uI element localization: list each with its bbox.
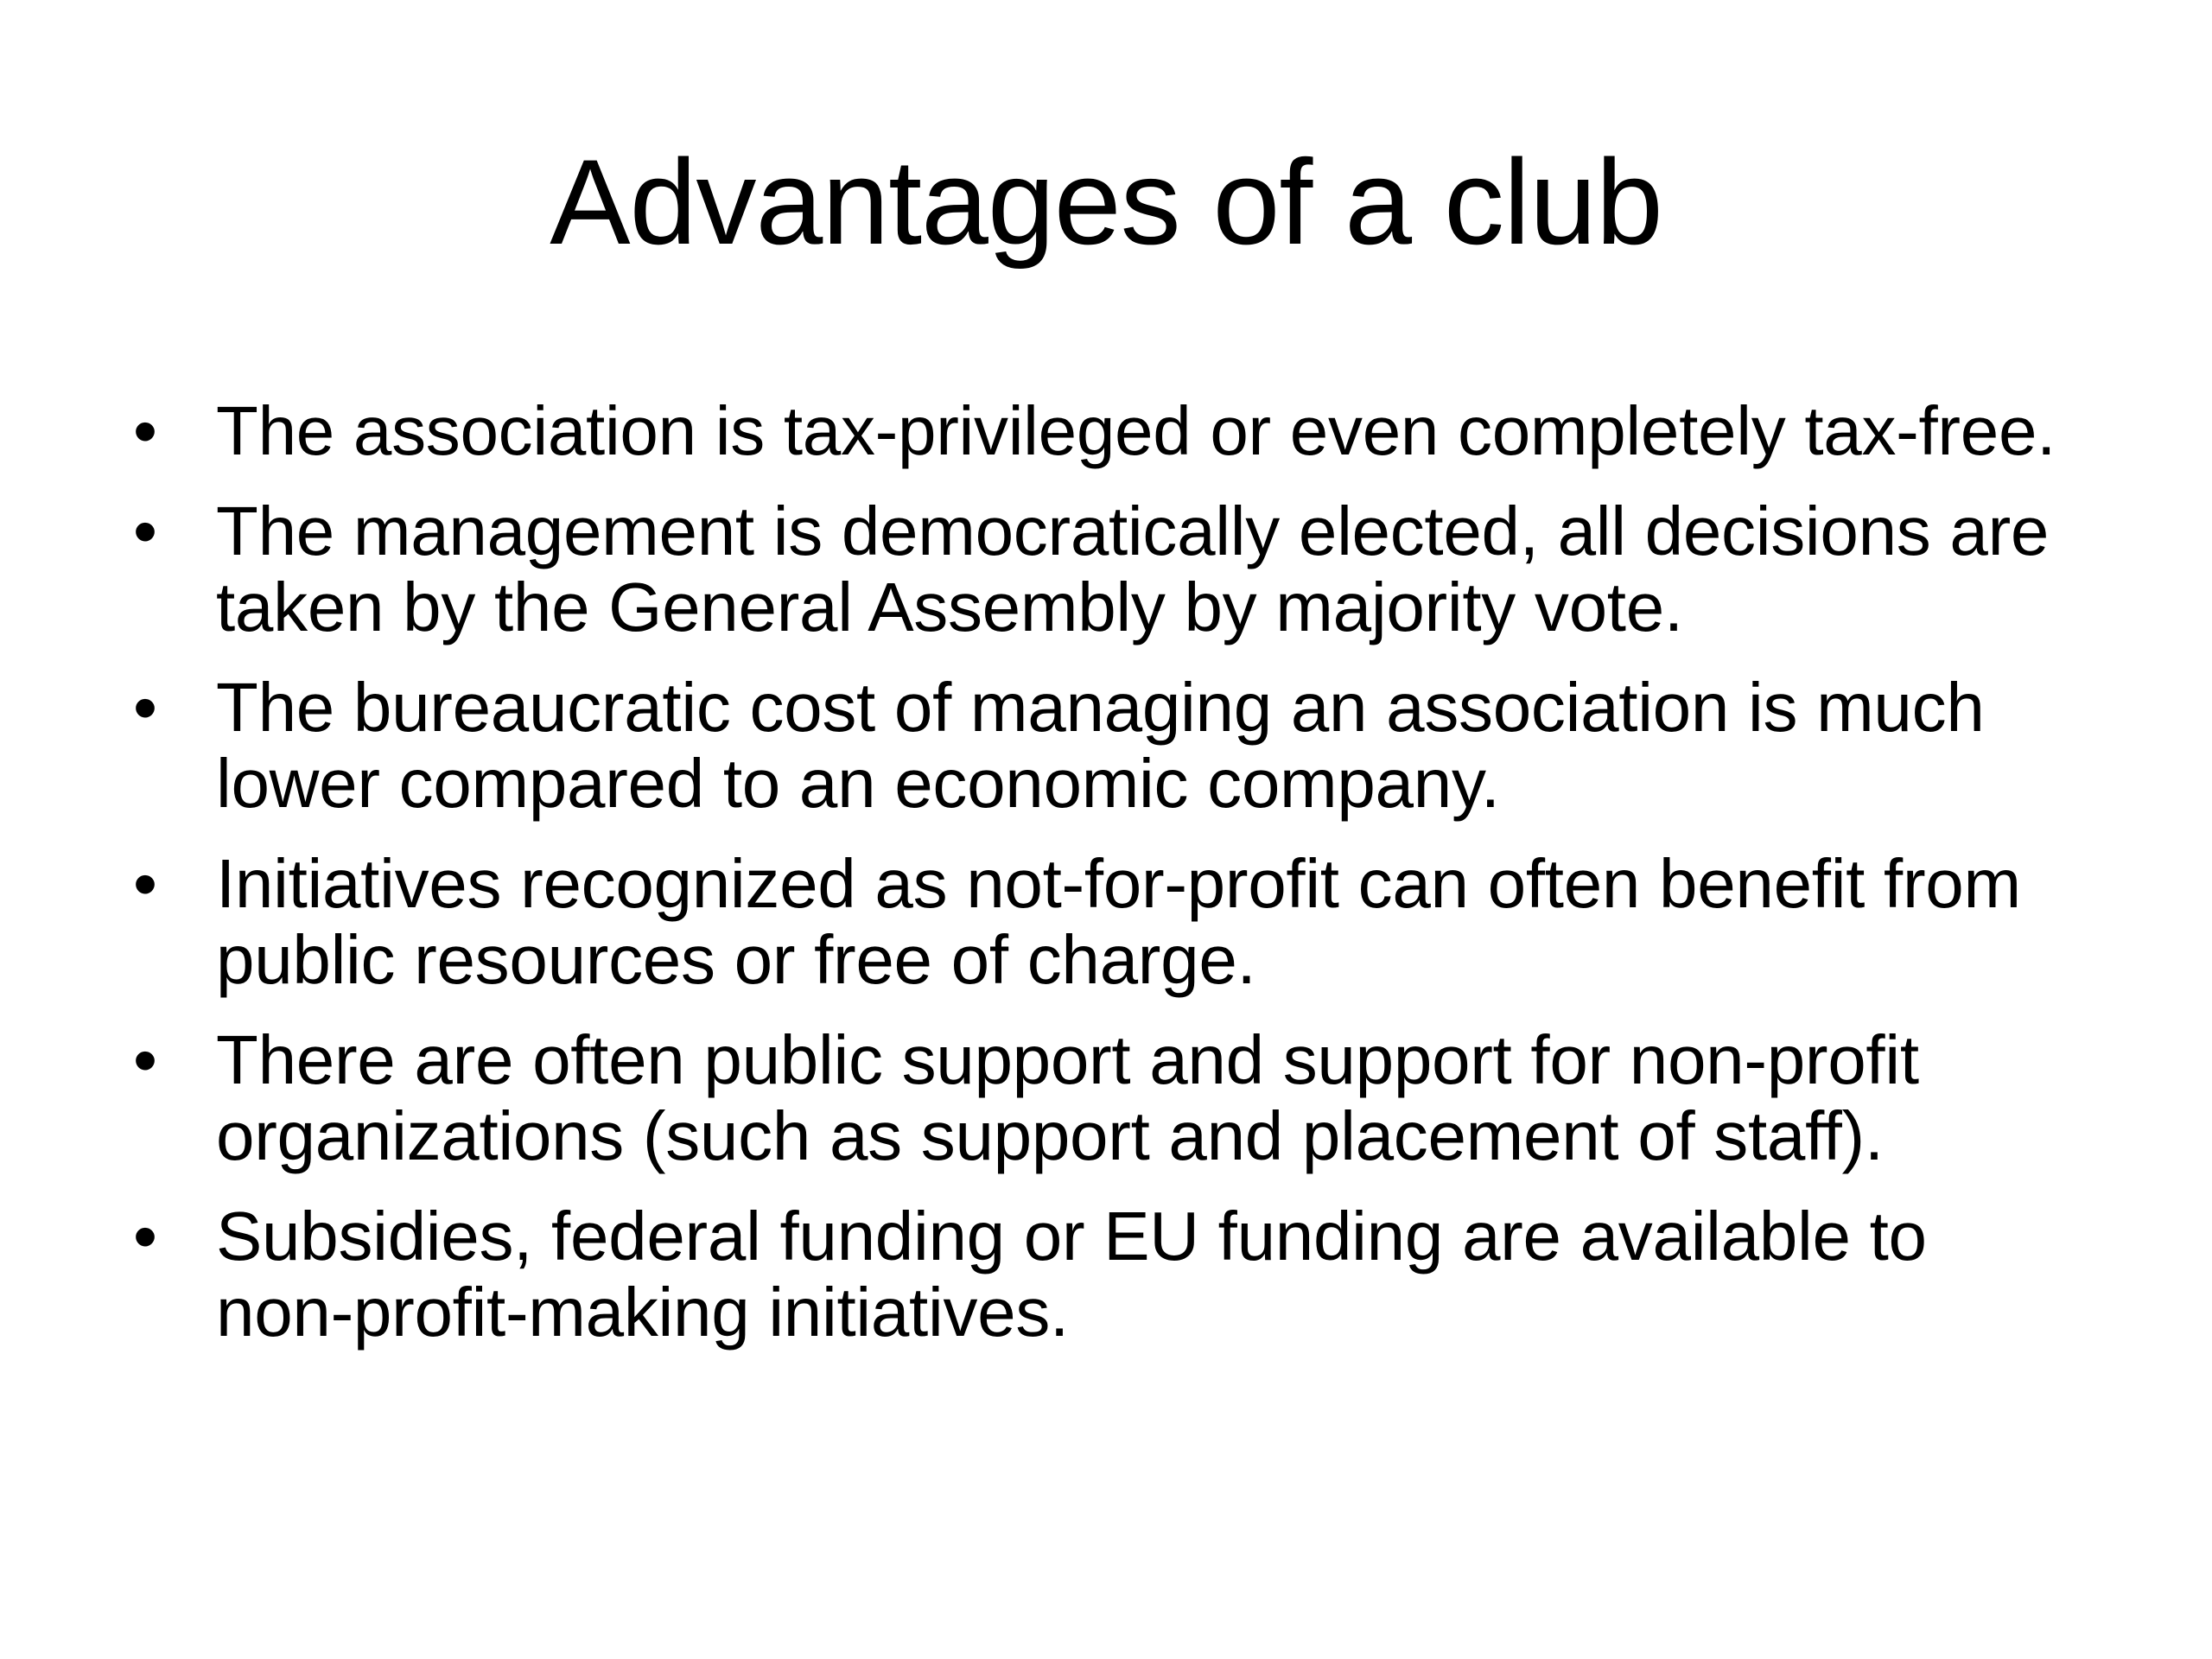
bullet-text: Subsidies, federal funding or EU funding are available to non-profit-making initiatives. [216,1198,1927,1351]
bullet-text: There are often public support and support for non-profit organizations (such as support and placement of staff). [216,1021,1919,1174]
bullet-icon: • [133,1021,158,1098]
slide-title: Advantages of a club [550,134,1662,270]
bullet-list [130,393,2056,1375]
bullet-text: The management is democratically elected, all decisions are taken by the General Assembly by majority vote. [216,493,2050,645]
list-item [130,846,2056,998]
bullet-icon: • [133,392,158,469]
bullet-icon: • [133,845,158,922]
bullet-text: The bureaucratic cost of managing an association is much lower compared to an economic company. [216,669,1985,822]
list-item [130,1198,2056,1351]
list-item [130,393,2056,469]
bullet-icon: • [133,493,158,569]
list-item [130,493,2056,645]
bullet-icon: • [133,1198,158,1274]
bullet-text: The association is tax-privileged or even completely tax-free. [216,392,2056,469]
bullet-text: Initiatives recognized as not-for-profit can often benefit from public resources or free of charge. [216,845,2021,998]
list-item [130,1022,2056,1174]
list-item [130,670,2056,822]
bullet-icon: • [133,669,158,746]
